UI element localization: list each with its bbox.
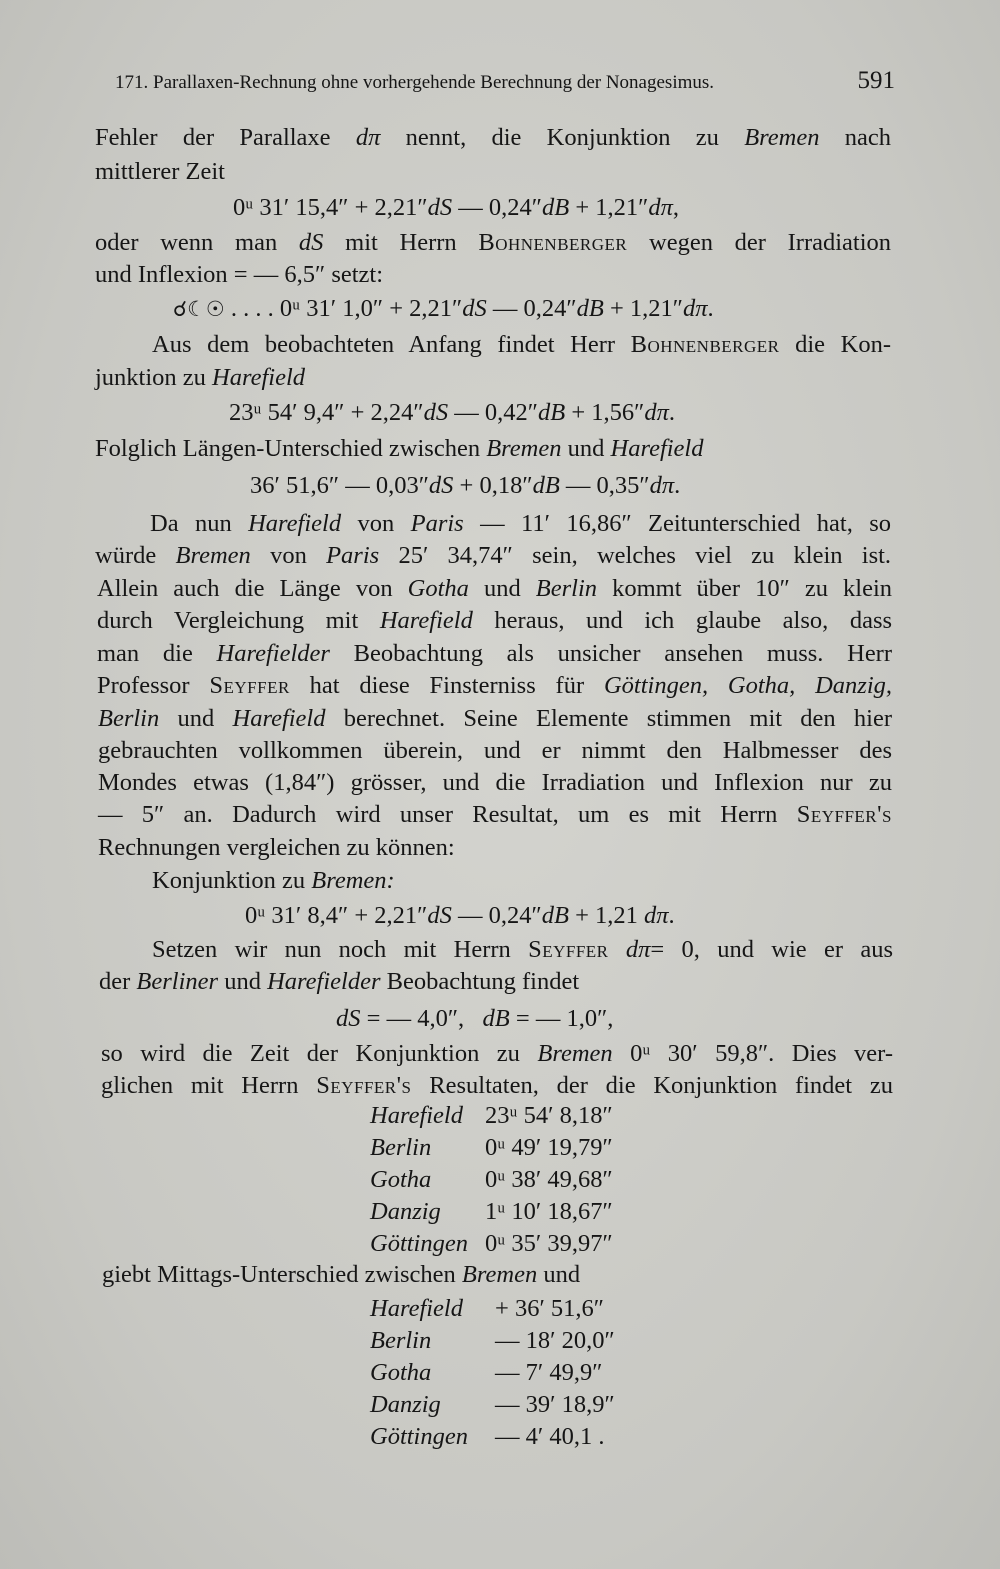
table-row: Berlin 0ᵘ 49′ 19,79″ (370, 1134, 613, 1161)
table-row: Gotha — 7′ 49,9″ (370, 1359, 603, 1386)
text-line: so wird die Zeit der Konjunktion zu Bremen 0ᵘ 30′ 59,8″. Dies ver- (101, 1040, 894, 1067)
text-line: der Berliner und Harefielder Beobachtung findet (99, 968, 580, 995)
table-row: Danzig — 39′ 18,9″ (370, 1391, 615, 1418)
text-line: Professor Seyffer hat diese Finsterniss für Göttingen, Gotha, Danzig, (97, 672, 892, 699)
table-row: Danzig 1ᵘ 10′ 18,67″ (370, 1198, 613, 1225)
formula-line: ☌☾☉ . . . . 0ᵘ 31′ 1,0″ + 2,21″dS — 0,24″dB + 1,21″dπ. (173, 295, 714, 322)
table-row: Berlin — 18′ 20,0″ (370, 1327, 615, 1354)
text-line: Fehler der Parallaxe dπ nennt, die Konjunktion zu Bremen nach (95, 124, 892, 151)
formula-line: 0ᵘ 31′ 8,4″ + 2,21″dS — 0,24″dB + 1,21 dπ. (245, 902, 675, 929)
formula-line: 0ᵘ 31′ 15,4″ + 2,21″dS — 0,24″dB + 1,21″dπ, (233, 194, 679, 221)
text-line: Allein auch die Länge von Gotha und Berlin kommt über 10″ zu klein (97, 575, 893, 602)
conjunction-moon-sun-symbol: ☌☾☉ (173, 297, 225, 321)
text-line: Folglich Längen-Unterschied zwischen Bremen und Harefield (95, 435, 704, 462)
text-line: Da nun Harefield von Paris — 11′ 16,86″ Zeitunterschied hat, so (150, 510, 892, 537)
table-row: Harefield 23ᵘ 54′ 8,18″ (370, 1102, 613, 1129)
formula-line: 36′ 51,6″ — 0,03″dS + 0,18″dB — 0,35″dπ. (250, 472, 681, 499)
table-row: Gotha 0ᵘ 38′ 49,68″ (370, 1166, 613, 1193)
text-line: durch Vergleichung mit Harefield heraus, und ich glaube also, dass (97, 607, 893, 634)
text-line: Setzen wir nun noch mit Herrn Seyffer dπ= 0, und wie er aus (152, 936, 893, 963)
table-row: Harefield + 36′ 51,6″ (370, 1295, 605, 1322)
meridian-differences-table (370, 1295, 670, 1455)
text-line: oder wenn man dS mit Herrn Bohnenberger wegen der Irradiation (95, 229, 892, 256)
formula-line: 23ᵘ 54′ 9,4″ + 2,24″dS — 0,42″dB + 1,56″dπ. (229, 399, 675, 426)
text-line: — 5″ an. Dadurch wird unser Resultat, um es mit Herrn Seyffer's (98, 801, 892, 828)
text-line: Konjunktion zu Bremen: (152, 867, 395, 894)
text-line: gebrauchten vollkommen überein, und er nimmt den Halbmesser des (98, 737, 892, 764)
formula-line: dS = — 4,0″, dB = — 1,0″, (336, 1005, 614, 1032)
text-line: Aus dem beobachteten Anfang findet Herr Bohnenberger die Kon- (152, 331, 891, 358)
text-line: Rechnungen vergleichen zu können: (98, 834, 455, 861)
text-line: und Inflexion = — 6,5″ setzt: (95, 261, 384, 288)
text-line: Mondes etwas (1,84″) grösser, und die Irradiation und Inflexion nur zu (98, 769, 892, 796)
text-line: man die Harefielder Beobachtung als unsicher ansehen muss. Herr (97, 640, 893, 667)
text-line: giebt Mittags-Unterschied zwischen Bremen und (102, 1261, 581, 1288)
text-line: würde Bremen von Paris 25′ 34,74″ sein, welches viel zu klein ist. (95, 542, 892, 569)
conjunction-times-table (370, 1102, 670, 1262)
text-line: glichen mit Herrn Seyffer's Resultaten, der die Konjunktion findet zu (101, 1072, 893, 1099)
text-line: junktion zu Harefield (95, 364, 306, 391)
table-row: Göttingen — 4′ 40,1 . (370, 1423, 605, 1450)
page-number: 591 (857, 67, 895, 94)
header-title: 171. Parallaxen-Rechnung ohne vorhergehende Berechnung der Nonagesimus. (115, 72, 715, 93)
table-row: Göttingen 0ᵘ 35′ 39,97″ (370, 1230, 613, 1257)
running-header (115, 67, 895, 94)
text-line: Berlin und Harefield berechnet. Seine Elemente stimmen mit den hier (98, 705, 893, 732)
text-line: mittlerer Zeit (95, 158, 225, 185)
